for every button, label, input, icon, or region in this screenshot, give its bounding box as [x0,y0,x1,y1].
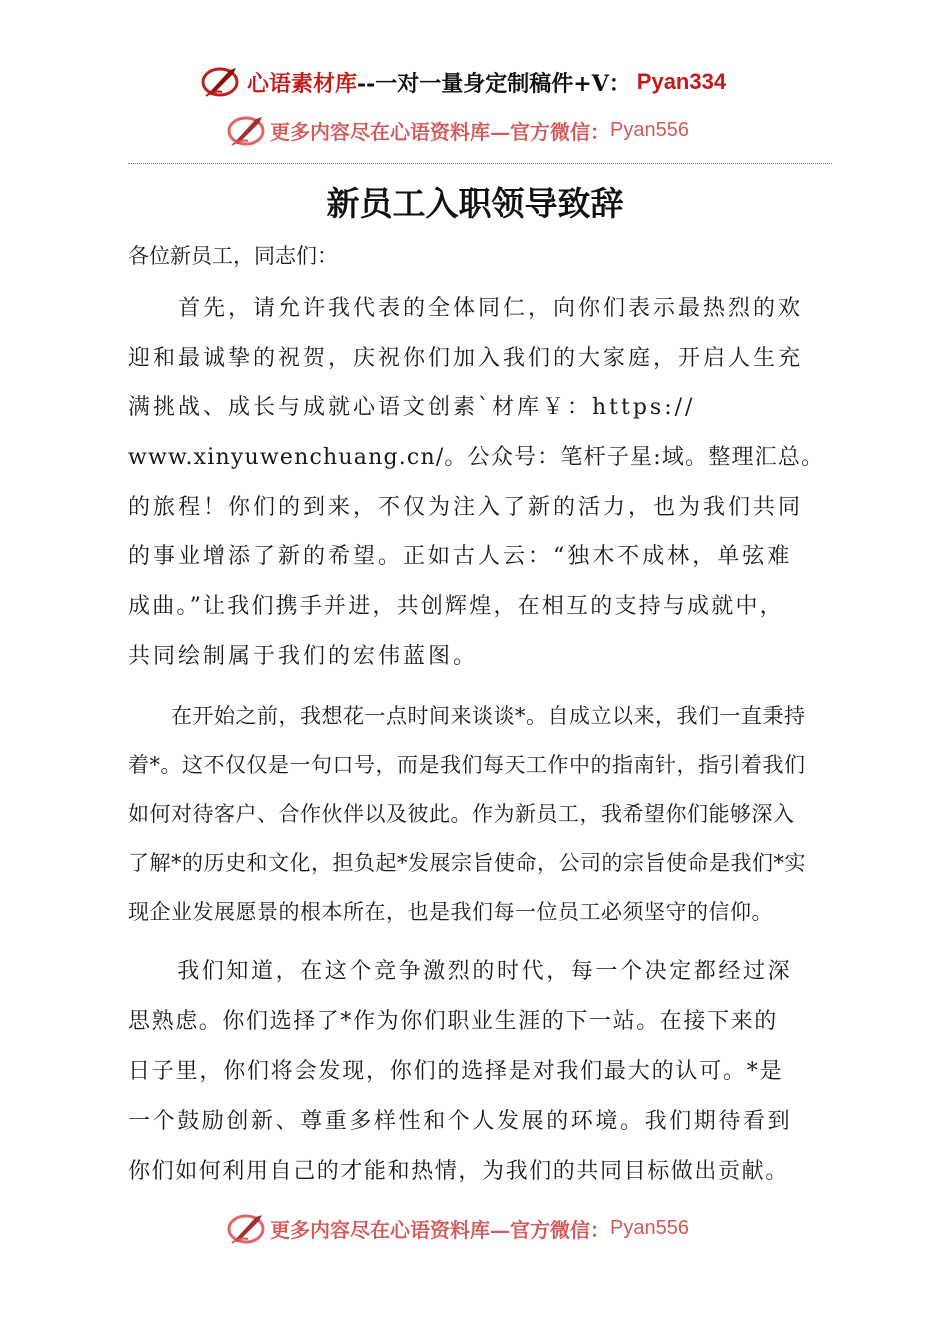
greeting: 各位新员工，同志们： [128,244,338,268]
paragraph-line: 成曲。”让我们携手并进，共创辉煌，在相互的支持与成就中， [128,594,784,620]
paragraph-line: 的事业增添了新的希望。正如古人云：“独木不成林，单弦难 [128,544,793,570]
paragraph-line: 首先，请允许我代表的全体同仁，向你们表示最热烈的欢 [128,296,804,321]
paragraph-line: 现企业发展愿景的根本所在，也是我们每一位员工必须坚守的信仰。 [128,899,773,924]
header-divider [128,163,832,164]
footer-line [230,1210,689,1246]
paragraph-line: 满挑战、成长与成就心语文创素`材库￥：https:// [128,395,696,421]
paragraph-1 [128,284,834,682]
paragraph-line: 你们如何利用自己的才能和热情，为我们的共同目标做出贡献。 [128,1158,789,1184]
paragraph-line: www.xinyuwenchuang.cn/。公众号：笔杆子星:域。整理汇总。 [128,445,825,471]
paragraph-3 [128,947,834,1197]
document-body [128,236,834,1207]
paragraph-line: 日子里，你们将会发现，你们的选择是对我们最大的认可。*是 [128,1058,784,1084]
paragraph-line: 我们知道，在这个竞争激烈的时代，每一个决定都经过深 [128,958,793,984]
paragraph-2 [128,692,834,937]
footer-text: 更多内容尽在心语资料库—官方微信： [270,1217,610,1242]
paragraph-line: 如何对待客户、合作伙伴以及彼此。作为新员工，我希望你们能够深入 [128,801,795,826]
footer-account: Pyan556 [610,1216,689,1239]
paragraph-line: 共同绘制属于我们的宏伟蓝图。 [128,643,479,669]
paragraph-line: 思熟虑。你们选择了*作为你们职业生涯的下一站。在接下来的 [128,1008,778,1034]
sub-header-line [230,112,689,148]
paragraph-line: 在开始之前，我想花一点时间来谈谈*。自成立以来，我们一直秉持 [128,703,806,728]
header-account: Pyan334 [636,69,727,94]
sub-header-account: Pyan556 [610,118,689,141]
sub-header-text: 更多内容尽在心语资料库—官方微信： [270,119,610,144]
header-line [205,62,726,102]
paragraph-line: 迎和最诚挚的祝贺，庆祝你们加入我们的大家庭，开启人生充 [128,345,804,371]
paragraph-line: 的旅程！你们的到来，不仅为注入了新的活力，也为我们共同 [128,494,804,520]
paragraph-line: 一个鼓励创新、尊重多样性和个人发展的环境。我们期待看到 [128,1108,793,1134]
brand-name: 心语素材库 [247,70,358,97]
header-slogan: --一对一量身定制稿件+V： [357,70,631,97]
paragraph-line: 着*。这不仅仅是一句口号，而是我们每天工作中的指南针，指引着我们 [128,752,806,777]
paragraph-line: 了解*的历史和文化，担负起*发展宗旨使命，公司的宗旨使命是我们*实 [128,850,806,875]
document-title: 新员工入职领导致辞 [326,184,624,223]
